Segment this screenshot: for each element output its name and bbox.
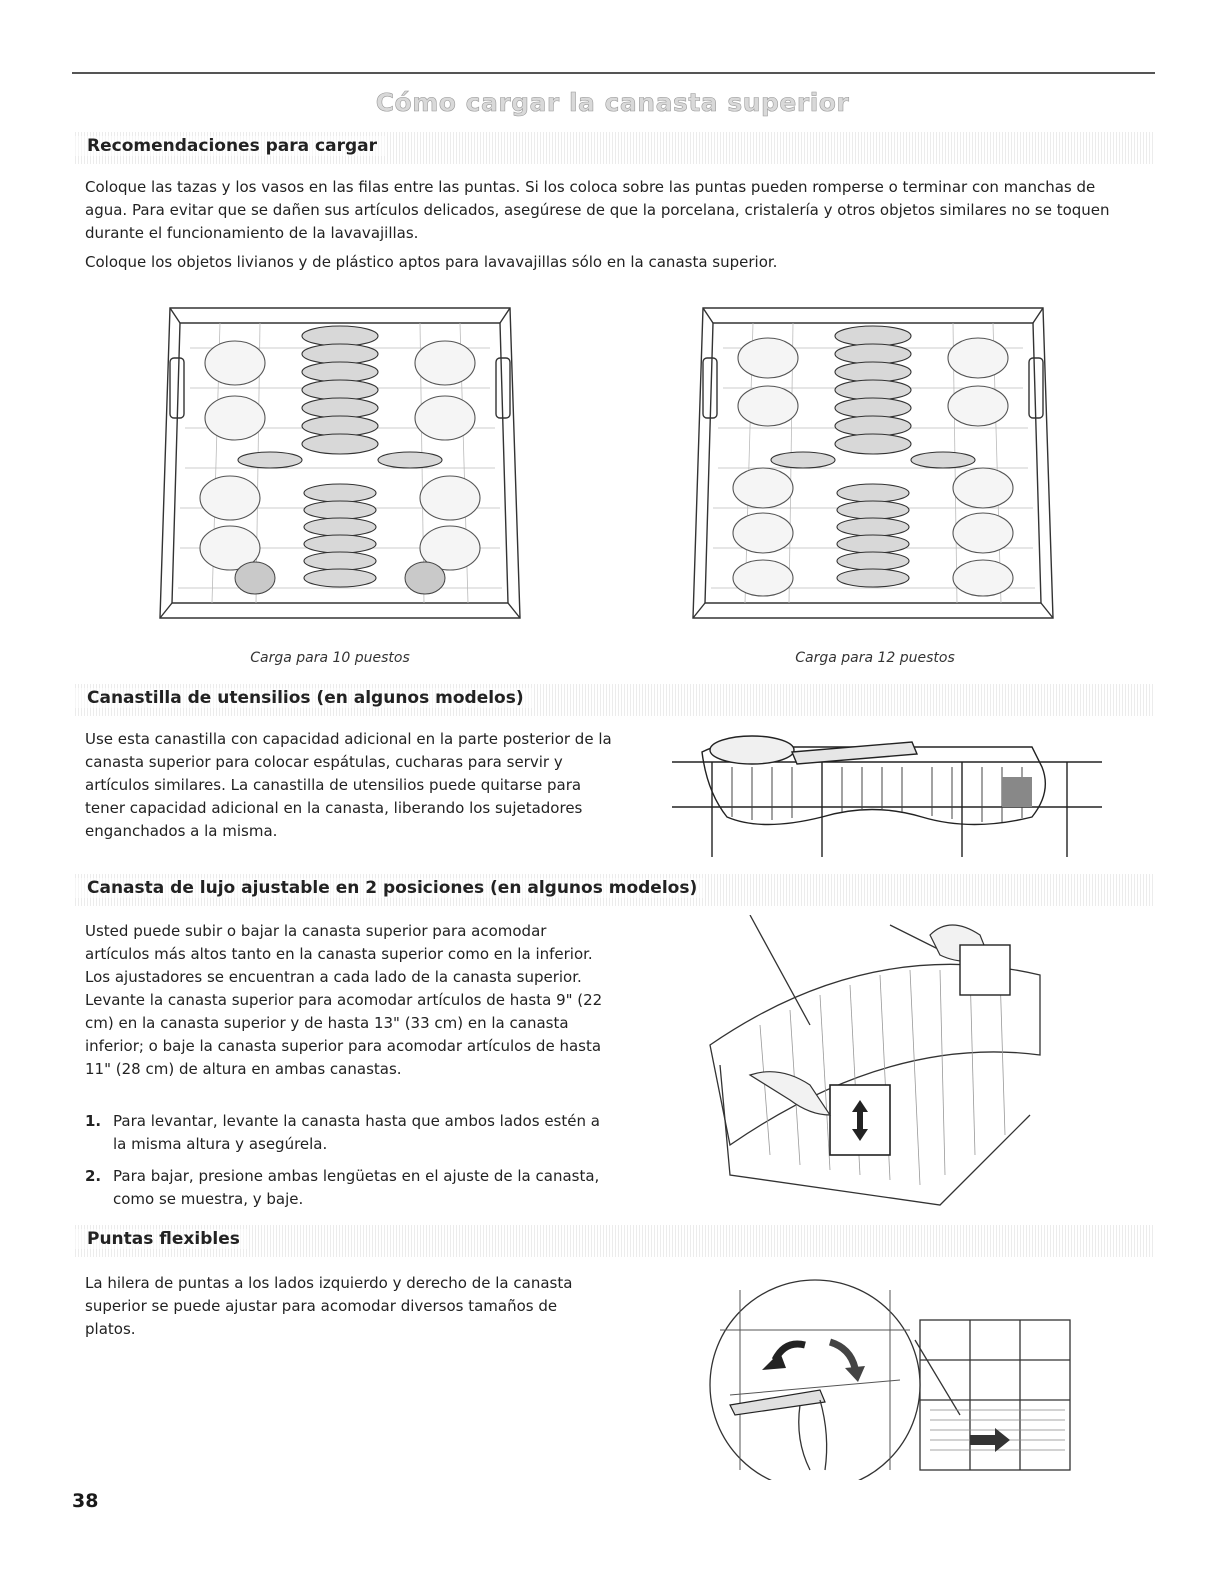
loading-tips-paragraph-1: Coloque las tazas y los vasos en las filas entre las puntas. Si los coloca sobre las puntas pueden romperse o terminar con manchas de agua. Para evitar que se dañen sus artículos delicados, asegúrese de que la porcelana, cristalería y otros objetos similares no se toquen durante el funcionamiento de la lavavajillas. xyxy=(85,178,1110,242)
adjustable-rack-step-2 xyxy=(85,1165,605,1211)
page-number: 38 xyxy=(72,1490,99,1512)
top-rule xyxy=(72,72,1155,74)
section-heading: Puntas flexibles xyxy=(75,1229,248,1249)
loading-tips-paragraph-2: Coloque los objetos livianos y de plástico aptos para lavavajillas sólo en la canasta superior. xyxy=(85,253,778,271)
step-text: Para levantar, levante la canasta hasta que ambos lados estén a la misma altura y asegúrela. xyxy=(113,1112,600,1153)
step-text: Para bajar, presione ambas lengüetas en el ajuste de la canasta, como se muestra, y baje. xyxy=(113,1167,600,1208)
caption-12-place: Carga para 12 puestos xyxy=(795,650,955,666)
adjustable-rack-illustration xyxy=(690,915,1060,1215)
flexible-tines-illustration xyxy=(700,1270,1080,1480)
step-number: 1. xyxy=(85,1112,102,1130)
utensil-basket-paragraph: Use esta canastilla con capacidad adicional en la parte posterior de la canasta superior para colocar espátulas, cucharas para servir y artículos similares. La canastilla de utensilios puede quitarse para tener capacidad adicional en la canasta, liberando los sujetadores enganchados a la misma. xyxy=(85,730,612,840)
rack-10-place-illustration xyxy=(150,288,530,638)
section-header-utensil-basket xyxy=(75,684,1155,716)
section-header-adjustable-rack xyxy=(75,874,1155,906)
section-heading: Recomendaciones para cargar xyxy=(75,136,385,156)
section-header-loading-tips xyxy=(75,132,1155,164)
section-header-flexible-tines xyxy=(75,1225,1155,1257)
caption-10-place: Carga para 10 puestos xyxy=(250,650,410,666)
section-heading: Canasta de lujo ajustable en 2 posiciones (en algunos modelos) xyxy=(75,878,705,898)
adjustable-rack-paragraph: Usted puede subir o bajar la canasta superior para acomodar artículos más altos tanto en la canasta superior como en la inferior. Los ajustadores se encuentran a cada lado de la canasta superior. Levante la canasta superior para acomodar artículos de hasta 9" (22 cm) en la canasta superior y de hasta 13" (33 cm) en la canasta inferior; o baje la canasta superior para acomodar artículos de hasta 11" (28 cm) de altura en ambas canastas. xyxy=(85,922,603,1078)
utensil-basket-illustration xyxy=(672,722,1102,862)
section-heading: Canastilla de utensilios (en algunos modelos) xyxy=(75,688,532,708)
adjustable-rack-step-1 xyxy=(85,1110,605,1156)
flexible-tines-paragraph: La hilera de puntas a los lados izquierdo y derecho de la canasta superior se puede ajustar para acomodar diversos tamaños de platos. xyxy=(85,1274,573,1338)
step-number: 2. xyxy=(85,1167,102,1185)
rack-12-place-illustration xyxy=(683,288,1063,638)
page-title: Cómo cargar la canasta superior xyxy=(375,88,850,117)
